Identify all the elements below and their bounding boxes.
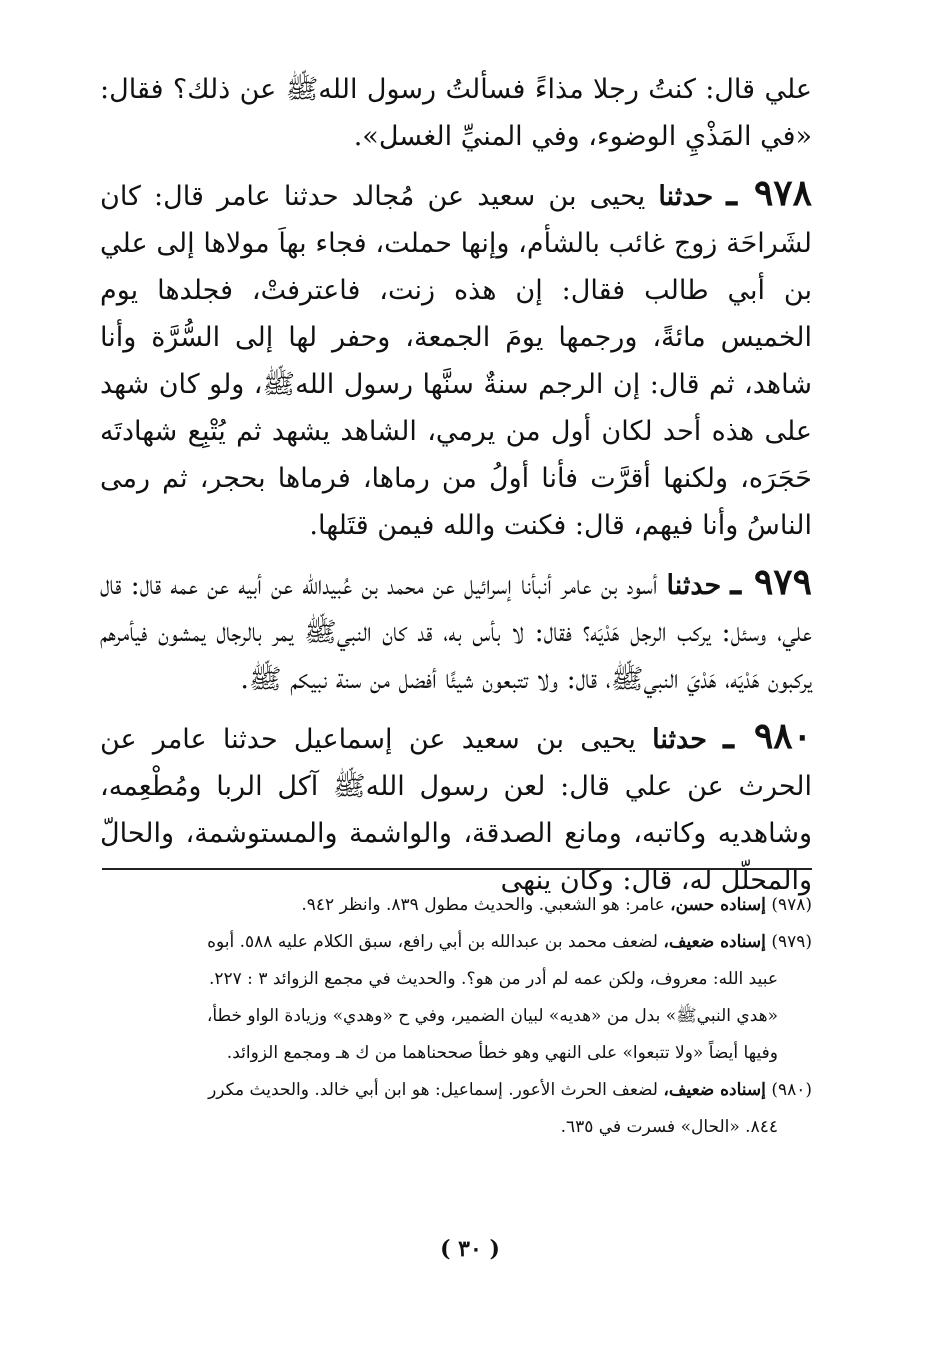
hadith-number: ٩٧٩ ـ	[730, 561, 812, 603]
hadith-text: يحيى بن سعيد عن مُجالد حدثنا عامر قال: كان لشَراحَة زوج غائب بالشأم، وإنها حملت، فجاء بهاَ مولاها إلى علي بن أبي طالب فقال: إن هذه زنت، فاعترفتْ، فجلدها يوم الخميس مائةً، ورجمها يومَ الجمعة، وحفر لها إلى السُّرَّة وأنا شاهد، ثم قال: إن الرجم سنةٌ سنَّها رسول اللهﷺ، ولو كان شهد على هذه أحد لكان أول من يرمي، الشاهد يشهد ثم يُتْبِع شهادتَه حَجَرَه، ولكنها أقرَّت فأنا أولُ من رماها، فرماها بحجر، ثم رمى الناسُ وأنا فيهم، قال: فكنت والله فيمن قتَلها.	[100, 181, 812, 541]
footnote-text: عبيد الله: معروف، ولكن عمه لم أدر من هو؟. والحديث في مجمع الزوائد ٣ : ٢٢٧.	[208, 969, 778, 989]
footnote-978	[100, 888, 812, 922]
hadith-980	[100, 713, 812, 904]
intro-paragraph	[100, 66, 812, 160]
footnote-979-line2	[100, 962, 812, 996]
hadith-number: ٩٧٨ ـ	[726, 172, 812, 214]
footnote-grade: إسناده ضعيف،	[663, 932, 766, 952]
footnote-980-line2	[100, 1110, 812, 1144]
footnote-980	[100, 1073, 812, 1107]
footnote-ref: (٩٨٠)	[771, 1080, 812, 1100]
hadith-lead: حدثنا	[658, 181, 714, 212]
footnote-ref: (٩٧٩)	[771, 932, 812, 952]
footnote-ref: (٩٧٨)	[771, 895, 812, 915]
hadith-978	[100, 170, 812, 549]
footnote-text: عامر: هو الشعبي. والحديث مطول ٨٣٩. وانظر ٩٤٢.	[301, 895, 665, 915]
hadith-lead: حدثنا	[666, 570, 722, 601]
footnote-979-line3	[100, 999, 812, 1033]
footnote-text: وفيها أيضاً «ولا تتبعوا» على النهي وهو خطأ صححناهما من ك هـ ومجمع الزوائد.	[226, 1043, 778, 1063]
hadith-text: يحيى بن سعيد عن إسماعيل حدثنا عامر عن الحرث عن علي قال: لعن رسول اللهﷺ آكل الربا ومُطْعِمه، وشاهديه وكاتبه، ومانع الصدقة، والواشمة والمستوشمة، والحالّ والمحلّل له، قال: وكان ينهى	[100, 724, 812, 896]
footnote-979-line4	[100, 1036, 812, 1070]
hadith-979	[100, 559, 812, 703]
intro-text: علي قال: كنتُ رجلا مذاءً فسألتُ رسول اللهﷺ عن ذلك؟ فقال: «في المَذْيِ الوضوء، وفي المنيِّ الغسل».	[100, 74, 812, 152]
hadith-lead: حدثنا	[652, 724, 707, 755]
hadith-text: أسود بن عامر أنبأنا إسرائيل عن محمد بن عُبيدالله عن أبيه عن عمه قال: قال علي، وسئل: يركب الرجل هَدْيَه؟ فقال: لا بأس به، قد كان النبيﷺ يمر بالرجال يمشون فيأمرهم يركبون هَدْيَه، هَدْيَ النبيﷺ، قال: ولا تتبعون شيئًا أفضل من سنة نبيكم ﷺ.	[100, 570, 812, 695]
footnotes	[100, 888, 812, 1147]
footnote-divider	[102, 868, 812, 870]
footnote-979	[100, 925, 812, 959]
footnote-grade: إسناده حسن،	[670, 895, 766, 915]
page-number: ( ٣٠ )	[440, 1236, 500, 1262]
footnote-text: لضعف محمد بن عبدالله بن أبي رافع، سبق الكلام عليه ٥٨٨. أبوه	[207, 932, 658, 952]
main-text	[100, 66, 812, 904]
footnote-grade: إسناده ضعيف،	[663, 1080, 766, 1100]
footnote-text: ٨٤٤. «الحال» فسرت في ٦٣٥.	[560, 1117, 778, 1137]
footnote-text: لضعف الحرث الأعور. إسماعيل: هو ابن أبي خالد. والحديث مكرر	[208, 1080, 658, 1100]
hadith-number: ٩٨٠ ـ	[723, 715, 812, 757]
footnote-text: «هدي النبيﷺ» بدل من «هديه» لبيان الضمير، وفي ح «وهدي» وزيادة الواو خطأ،	[206, 1006, 778, 1026]
